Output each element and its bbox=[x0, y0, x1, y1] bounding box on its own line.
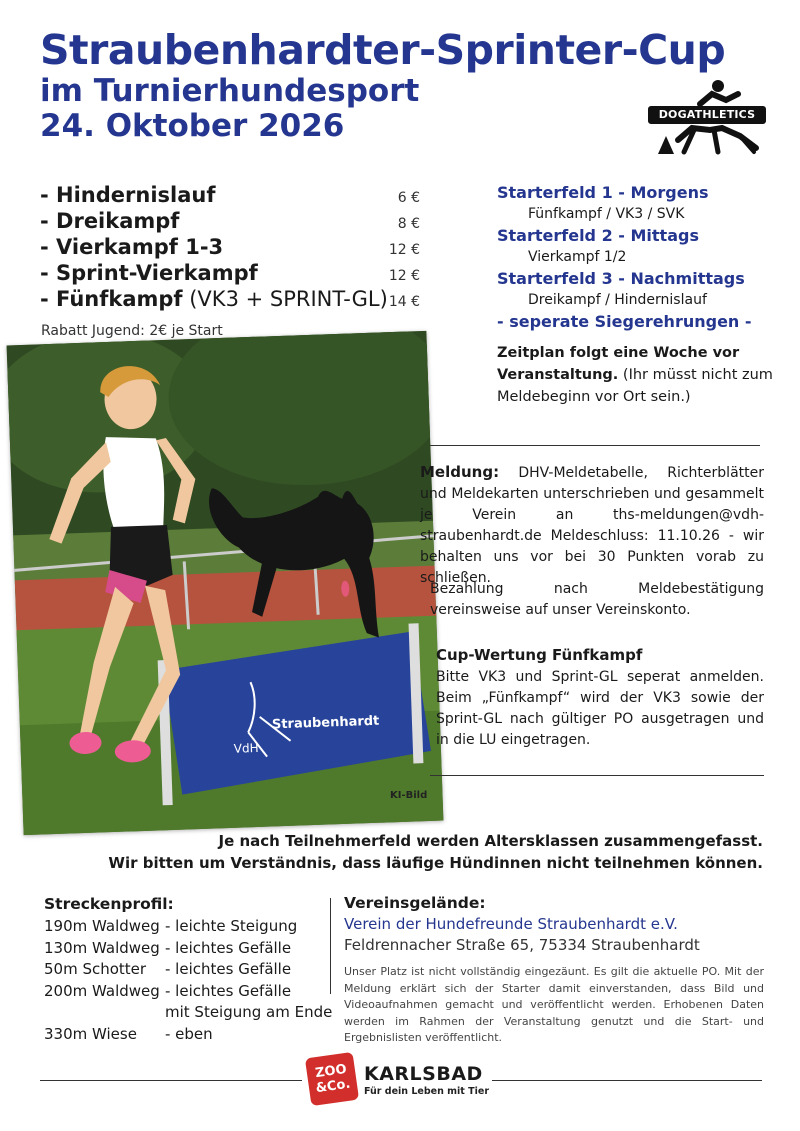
segment-gradient: mit Steigung am Ende bbox=[165, 1003, 333, 1021]
course-segment bbox=[44, 981, 334, 1003]
discipline-label: - Fünfkampf bbox=[40, 287, 183, 311]
hurdle-club-text: Straubenhardt bbox=[271, 713, 380, 733]
discipline-name bbox=[40, 287, 388, 311]
hero-photo bbox=[7, 331, 444, 835]
course-segment bbox=[44, 938, 334, 960]
price-row bbox=[40, 287, 420, 313]
starterfeld-1-title: Starterfeld 1 - Morgens bbox=[497, 183, 709, 202]
price-row bbox=[40, 209, 420, 235]
course-segment bbox=[44, 1002, 334, 1024]
starterfeld-2-title: Starterfeld 2 - Mittags bbox=[497, 226, 699, 245]
discipline-name bbox=[40, 261, 258, 285]
sponsor-badge bbox=[305, 1052, 359, 1106]
column-divider bbox=[330, 898, 331, 994]
discipline-extra: (VK3 + SPRINT-GL) bbox=[182, 287, 388, 311]
segment-gradient: - eben bbox=[165, 1024, 213, 1043]
divider-top bbox=[405, 445, 760, 446]
registration-label: Meldung: bbox=[420, 463, 500, 481]
sponsor-badge-line2: &Co. bbox=[314, 1076, 352, 1097]
discipline-fee: 8 € bbox=[397, 216, 420, 232]
starterfeld-3-title: Starterfeld 3 - Nachmittags bbox=[497, 269, 745, 288]
payment-info: Bezahlung nach Meldebestätigung vereinsweise auf unser Vereinskonto. bbox=[430, 581, 764, 618]
separate-ceremonies-note: - seperate Siegerehrungen - bbox=[497, 312, 752, 331]
venue-address: Feldrennacher Straße 65, 75334 Straubenhardt bbox=[344, 936, 700, 954]
segment-gradient: - leichtes Gefälle bbox=[165, 960, 292, 978]
segment-length: 130m Waldweg bbox=[44, 938, 160, 957]
price-row bbox=[40, 235, 420, 261]
venue-info bbox=[344, 894, 764, 1047]
segment-length: 200m Waldweg bbox=[44, 981, 160, 1000]
discipline-name bbox=[40, 235, 223, 259]
segment-length: 330m Wiese bbox=[44, 1024, 137, 1043]
discipline-fee: 12 € bbox=[388, 268, 420, 284]
discipline-label: - Dreikampf bbox=[40, 209, 180, 233]
notice-line-1: Je nach Teilnehmerfeld werden Altersklassen zusammengefasst. bbox=[218, 832, 763, 850]
segment-gradient: - leichtes Gefälle bbox=[165, 938, 292, 957]
discipline-label: - Hindernislauf bbox=[40, 183, 216, 207]
footer-rule-right bbox=[492, 1080, 762, 1081]
registration-info bbox=[420, 462, 764, 589]
course-profile bbox=[44, 895, 334, 1045]
discipline-name bbox=[40, 183, 216, 207]
venue-club-name: Verein der Hundefreunde Straubenhardt e.V. bbox=[344, 915, 678, 933]
cup-scoring bbox=[436, 645, 764, 751]
segment-length: 50m Schotter bbox=[44, 960, 147, 978]
course-segment bbox=[44, 916, 334, 938]
course-segment bbox=[44, 1024, 334, 1046]
price-row bbox=[40, 183, 420, 209]
event-date: 24. Oktober 2026 bbox=[40, 107, 345, 144]
discipline-label: - Vierkampf 1-3 bbox=[40, 235, 224, 259]
footer-rule-left bbox=[40, 1080, 302, 1081]
starterfeld-3-disciplines: Dreikampf / Hindernislauf bbox=[528, 292, 707, 308]
title-main: Straubenhardter-Sprinter-Cup bbox=[40, 26, 726, 74]
ai-image-label: KI-Bild bbox=[390, 790, 428, 801]
segment-gradient: - leichte Steigung bbox=[165, 917, 298, 935]
cup-scoring-text: Bitte VK3 und Sprint-GL seperat anmelden. Beim „Fünfkampf“ wird der VK3 sowie der Sprint-GL nach gültiger PO ausgetragen und in die LU eingetragen. bbox=[436, 669, 764, 748]
starter-fields bbox=[497, 182, 777, 332]
dogathletics-wordmark: DOGATHLETICS bbox=[648, 106, 766, 124]
sponsor-badge-line1: ZOO bbox=[314, 1061, 348, 1082]
divider-middle bbox=[430, 775, 764, 776]
segment-length bbox=[44, 1002, 165, 1024]
sponsor-slogan: Für dein Leben mit Tier bbox=[364, 1086, 490, 1097]
cup-scoring-title: Cup-Wertung Fünfkampf bbox=[436, 646, 643, 664]
discipline-fee: 6 € bbox=[397, 190, 420, 206]
schedule-detail: (Ihr müsst nicht zum Meldebeginn vor Ort sein.) bbox=[497, 367, 773, 405]
participation-notice bbox=[100, 830, 763, 874]
segment-gradient: - leichtes Gefälle bbox=[165, 981, 292, 1000]
discipline-label: - Sprint-Vierkampf bbox=[40, 261, 258, 285]
discipline-fee: 12 € bbox=[388, 242, 420, 258]
sponsor-logo bbox=[308, 1055, 488, 1107]
starterfeld-2-disciplines: Vierkampf 1/2 bbox=[528, 249, 627, 265]
price-list bbox=[40, 183, 420, 313]
registration-text: DHV-Meldetabelle, Richterblätter und Meldekarten unterschrieben und gesammelt je Verein an ths-meldungen@vdh-straubenhardt.de Meldeschluss: 11.10.26 - wir behalten uns vor bei 30 Punkten vorab zu schließen. bbox=[420, 465, 764, 586]
athlete-dog-illustration bbox=[7, 331, 444, 835]
price-row bbox=[40, 261, 420, 287]
venue-title: Vereinsgelände: bbox=[344, 894, 486, 912]
venue-legal-note: Unser Platz ist nicht vollständig eingezäunt. Es gilt die aktuelle PO. Mit der Meldung erklärt sich der Starter damit einverstanden, dass Bild und Videoaufnahmen gemacht und veröffentlicht werden. Erhobenen Daten werden im Rahmen der Veranstaltung genutzt und die Start- und Ergebnislisten veröffentlicht. bbox=[344, 965, 764, 1044]
course-segment bbox=[44, 959, 334, 981]
segment-length: 190m Waldweg bbox=[44, 917, 160, 935]
title-subtitle: im Turnierhundesport bbox=[40, 72, 420, 109]
discipline-fee: 14 € bbox=[388, 294, 420, 310]
notice-line-2: Wir bitten um Verständnis, dass läufige Hündinnen nicht teilnehmen können. bbox=[108, 854, 763, 872]
dogathletics-logo bbox=[648, 78, 766, 160]
course-profile-title: Streckenprofil: bbox=[44, 895, 174, 913]
youth-discount: Rabatt Jugend: 2€ je Start bbox=[41, 323, 223, 339]
schedule-note bbox=[497, 342, 777, 408]
sponsor-brand: KARLSBAD bbox=[364, 1063, 483, 1085]
schedule-bold: Zeitplan folgt eine Woche vor Veranstaltung. bbox=[497, 345, 740, 383]
discipline-name bbox=[40, 209, 179, 233]
hurdle-vdh-text: VdH bbox=[233, 740, 259, 756]
starterfeld-1-disciplines: Fünfkampf / VK3 / SVK bbox=[528, 206, 685, 222]
